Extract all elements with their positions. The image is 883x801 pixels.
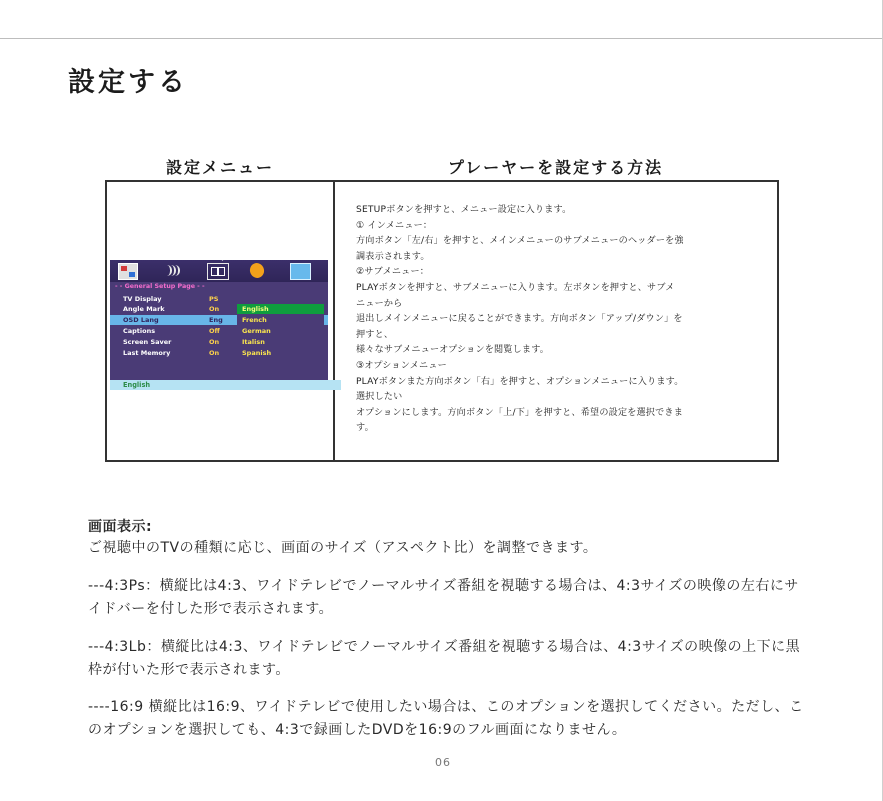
menu-row-name: Angle Mark (123, 305, 165, 313)
screen-display-intro: ご視聴中のTVの種類に応じ、画面のサイズ（アスペクト比）を調整できます。 (88, 540, 598, 556)
menu-option-english: English (237, 304, 324, 314)
instruction-line: 様々なサブメニューオプションを閲覧します。 (356, 345, 550, 356)
tv-display-icon (118, 263, 138, 280)
menu-option-french: French (237, 315, 324, 325)
page-title: 設定する (68, 67, 188, 98)
menu-status-bar: English (110, 380, 341, 390)
instruction-line: ②サブメニュー： (356, 267, 430, 278)
menu-page-title: - - General Setup Page - - (115, 283, 205, 290)
menu-row-value: On (209, 349, 220, 357)
menu-row-osd-lang (110, 315, 328, 325)
instruction-line: す。 (356, 423, 374, 434)
instruction-line: 選択したい (356, 392, 403, 403)
instruction-line: PLAYボタンまた方向ボタン「右」を押すと、オプションメニューに入ります。 (356, 376, 684, 387)
menu-row-last-memory (110, 348, 328, 358)
instruction-line: PLAYボタンを押すと、サブメニューに入ります。左ボタンを押すと、サブメ (356, 282, 675, 293)
menu-row-name: TV Display (123, 295, 162, 303)
instruction-line: 方向ボタン「左/右」を押すと、メインメニューのサブメニューのヘッダーを強 (356, 236, 684, 247)
instruction-line: オプションにします。方向ボタン「上/下」を押すと、希望の設定を選択できま (356, 407, 683, 418)
menu-row-value: Off (209, 327, 220, 335)
player-setup-heading: プレーヤーを設定する方法 (447, 158, 664, 177)
screen-display-title: 画面表示: (88, 519, 153, 535)
instruction-line: ニューから (356, 298, 403, 309)
menu-icon-bar (110, 256, 328, 282)
dolby-icon-label: Dolby (210, 256, 225, 262)
menu-row-value: PS (209, 295, 219, 303)
aspect-wide-description: ----16:9 横縦比は16:9、ワイドテレビで使用したい場合は、このオプションを選択してください。ただし、このオプションを選択しても、4:3で録画したDVDを16:9のフル画面になりません。 (88, 699, 804, 738)
menu-row-name: OSD Lang (123, 316, 159, 324)
menu-row-angle-mark (110, 304, 328, 314)
settings-menu-heading: 設定メニュー (165, 158, 274, 177)
instruction-line: ① インメニュー： (356, 220, 433, 231)
top-frame (0, 0, 882, 39)
menu-row-screen-saver (110, 337, 328, 347)
dolby-icon (207, 256, 229, 280)
menu-row-captions (110, 326, 328, 336)
menu-row-name: Captions (123, 327, 156, 335)
page-number: 06 (435, 756, 451, 769)
menu-row-value: On (209, 305, 220, 313)
instruction-line: SETUPボタンを押すと、メニュー設定に入ります。 (356, 205, 572, 215)
instruction-line: 押すと、 (356, 329, 394, 340)
preference-icon (290, 263, 311, 280)
menu-row-value: On (209, 338, 220, 346)
audio-icon (166, 263, 184, 278)
setup-instructions (356, 203, 762, 437)
setup-menu-screenshot (110, 256, 328, 390)
table-divider (333, 180, 335, 462)
video-icon (248, 261, 266, 280)
menu-row-tv-display (110, 294, 328, 304)
menu-row-name: Screen Saver (123, 338, 172, 346)
menu-option-german: German (242, 327, 271, 335)
instruction-line: 調表示されます。 (356, 251, 430, 262)
menu-row-name: Last Memory (123, 349, 171, 357)
menu-option-spanish: Spanish (242, 349, 272, 357)
menu-option-italian: Italisn (242, 338, 265, 346)
aspect-lb-description: ---4:3Lb：横縦比は4:3、ワイドテレビでノーマルサイズ番組を視聴する場合は、4:3サイズの映像の上下に黒枠が付いた形で表示されます。 (88, 639, 801, 678)
menu-row-value: Eng (209, 316, 223, 324)
instruction-line: ③オプションメニュー (356, 360, 447, 371)
instruction-line: 退出しメインメニューに戻ることができます。方向ボタン「アップ/ダウン」を (356, 314, 683, 325)
aspect-ps-description: ---4:3Ps：横縦比は4:3、ワイドテレビでノーマルサイズ番組を視聴する場合は、4:3サイズの映像の左右にサイドバーを付した形で表示されます。 (88, 578, 799, 617)
